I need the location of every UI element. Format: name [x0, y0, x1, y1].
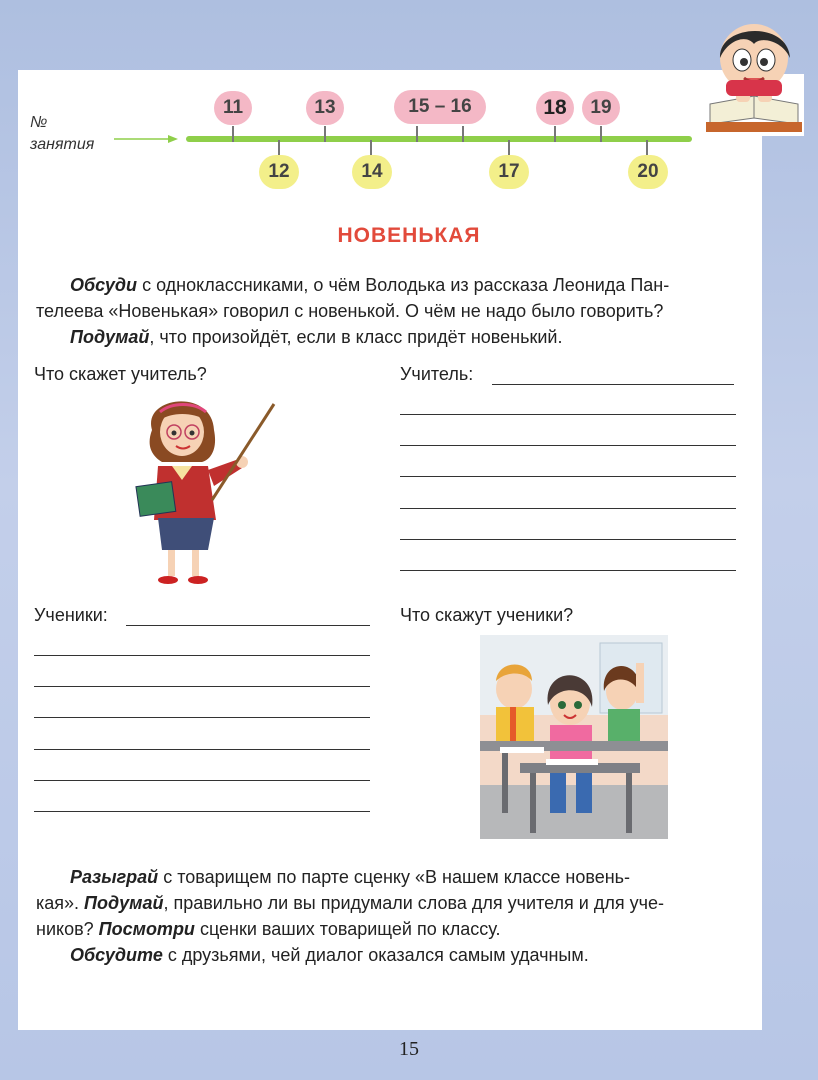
intro-text: , что произойдёт, если в класс придёт новенький.: [149, 327, 563, 347]
lesson-bubble-20: 20: [628, 155, 668, 189]
timeline-label-lesson: занятия: [30, 136, 95, 153]
teacher-answer-line[interactable]: [400, 570, 736, 571]
timeline-tick: [370, 140, 372, 156]
outro-text: с друзьями, чей диалог оказался самым удачным.: [162, 945, 589, 965]
timeline-bar: [186, 136, 692, 142]
teacher-question: Что скажет учитель?: [34, 364, 207, 384]
reading-boy-illustration: [696, 14, 808, 138]
students-classroom-illustration: [480, 635, 668, 839]
students-answer-line[interactable]: [34, 780, 370, 781]
teacher-answer-line[interactable]: [400, 508, 736, 509]
timeline-tick: [508, 140, 510, 156]
students-answer-line[interactable]: [34, 717, 370, 718]
students-answer-line[interactable]: [34, 811, 370, 812]
lesson-bubble-11: 11: [214, 91, 252, 125]
emphasis-think: Подумай: [70, 327, 150, 347]
teacher-illustration: [132, 390, 282, 590]
emphasis-discuss: Обсуди: [70, 275, 138, 295]
teacher-answer-line[interactable]: [400, 476, 736, 477]
teacher-label: Учитель:: [400, 364, 474, 384]
students-question: Что скажут ученики?: [400, 605, 574, 625]
outro-text: ников?: [36, 919, 99, 939]
outro-paragraph: [36, 864, 766, 968]
lesson-bubble-18: 18: [536, 91, 574, 125]
outro-text: , правильно ли вы придумали слова для учителя и для уче-: [163, 893, 664, 913]
timeline-tick: [462, 126, 464, 142]
timeline-tick: [232, 126, 234, 142]
lesson-bubble-14: 14: [352, 155, 392, 189]
emphasis-watch: Посмотри: [98, 919, 195, 939]
intro-text: телеева «Новенькая» говорил с новенькой. О чём не надо было говорить?: [36, 301, 664, 321]
teacher-answer-line[interactable]: [492, 384, 734, 385]
timeline-tick: [600, 126, 602, 142]
page-title: НОВЕНЬКАЯ: [337, 224, 481, 247]
lesson-bubble-13: 13: [306, 91, 344, 125]
teacher-answer-line[interactable]: [400, 539, 736, 540]
intro-text: с одноклассниками, о чём Володька из рассказа Леонида Пан-: [137, 275, 670, 295]
timeline-arrow: [112, 132, 182, 146]
timeline-label-no: №: [30, 114, 48, 131]
intro-paragraph-1: [36, 272, 766, 324]
teacher-answer-line[interactable]: [400, 445, 736, 446]
intro-paragraph-2: [36, 324, 766, 350]
lesson-bubble-15-16: 15 – 16: [394, 90, 486, 124]
timeline-tick: [324, 126, 326, 142]
outro-text: сценки ваших товарищей по классу.: [194, 919, 501, 939]
timeline-tick: [646, 140, 648, 156]
outro-text: с товарищем по парте сценку «В нашем классе новень-: [158, 867, 631, 887]
emphasis-discuss-2: Обсудите: [70, 945, 163, 965]
timeline-tick: [416, 126, 418, 142]
timeline-tick: [278, 140, 280, 156]
teacher-answer-line[interactable]: [400, 414, 736, 415]
outro-text: кая».: [36, 893, 85, 913]
students-answer-line[interactable]: [34, 686, 370, 687]
lesson-bubble-12: 12: [259, 155, 299, 189]
timeline-tick: [554, 126, 556, 142]
students-label: Ученики:: [34, 605, 108, 625]
emphasis-act-out: Разыграй: [70, 867, 159, 887]
lesson-bubble-17: 17: [489, 155, 529, 189]
students-answer-line[interactable]: [34, 655, 370, 656]
emphasis-think-2: Подумай: [84, 893, 164, 913]
students-answer-line[interactable]: [34, 749, 370, 750]
students-answer-line[interactable]: [126, 625, 370, 626]
page-number: 15: [399, 1038, 419, 1060]
lesson-bubble-19: 19: [582, 91, 620, 125]
